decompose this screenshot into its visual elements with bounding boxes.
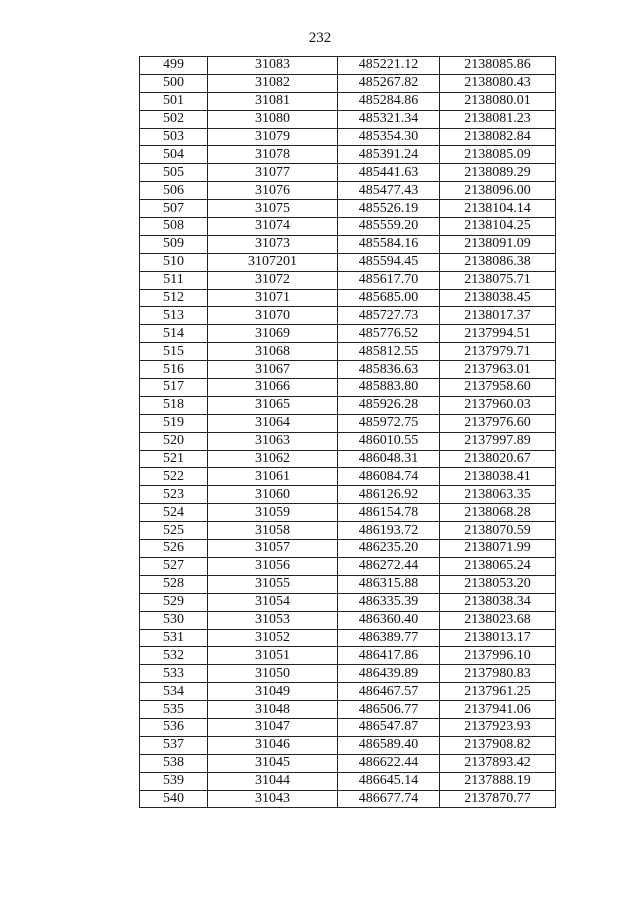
y-coordinate-cell: 2138096.00 [440,182,556,200]
x-coordinate-cell: 486439.89 [338,665,440,683]
row-index-cell: 527 [140,557,208,575]
point-id-cell: 31076 [208,182,338,200]
table-row [140,575,556,593]
table-row [140,683,556,701]
row-index-cell: 536 [140,718,208,736]
row-index-cell: 509 [140,235,208,253]
point-id-cell: 31071 [208,289,338,307]
table-row [140,540,556,558]
table-row [140,665,556,683]
x-coordinate-cell: 485354.30 [338,128,440,146]
table-row [140,289,556,307]
y-coordinate-cell: 2138082.84 [440,128,556,146]
table-row [140,468,556,486]
x-coordinate-cell: 485584.16 [338,235,440,253]
point-id-cell: 31049 [208,683,338,701]
table-row [140,450,556,468]
point-id-cell: 31050 [208,665,338,683]
row-index-cell: 532 [140,647,208,665]
y-coordinate-cell: 2137958.60 [440,379,556,397]
x-coordinate-cell: 485391.24 [338,146,440,164]
table-row [140,128,556,146]
table-row [140,736,556,754]
y-coordinate-cell: 2137963.01 [440,361,556,379]
x-coordinate-cell: 486360.40 [338,611,440,629]
row-index-cell: 540 [140,790,208,808]
x-coordinate-cell: 486677.74 [338,790,440,808]
point-id-cell: 31080 [208,110,338,128]
row-index-cell: 534 [140,683,208,701]
x-coordinate-cell: 485594.45 [338,253,440,271]
y-coordinate-cell: 2137961.25 [440,683,556,701]
y-coordinate-cell: 2137994.51 [440,325,556,343]
y-coordinate-cell: 2138091.09 [440,235,556,253]
y-coordinate-cell: 2138017.37 [440,307,556,325]
table-row [140,253,556,271]
y-coordinate-cell: 2138071.99 [440,540,556,558]
x-coordinate-cell: 485812.55 [338,343,440,361]
point-id-cell: 31053 [208,611,338,629]
table-row [140,200,556,218]
row-index-cell: 501 [140,92,208,110]
x-coordinate-cell: 486467.57 [338,683,440,701]
x-coordinate-cell: 485526.19 [338,200,440,218]
table-row [140,218,556,236]
row-index-cell: 499 [140,57,208,75]
table-row [140,146,556,164]
table-row [140,361,556,379]
y-coordinate-cell: 2138038.41 [440,468,556,486]
y-coordinate-cell: 2138063.35 [440,486,556,504]
table-row [140,593,556,611]
row-index-cell: 538 [140,754,208,772]
x-coordinate-cell: 485617.70 [338,271,440,289]
point-id-cell: 31067 [208,361,338,379]
table-row [140,271,556,289]
y-coordinate-cell: 2138070.59 [440,522,556,540]
x-coordinate-cell: 485836.63 [338,361,440,379]
row-index-cell: 530 [140,611,208,629]
row-index-cell: 523 [140,486,208,504]
y-coordinate-cell: 2138085.09 [440,146,556,164]
y-coordinate-cell: 2137979.71 [440,343,556,361]
x-coordinate-cell: 485284.86 [338,92,440,110]
point-id-cell: 31060 [208,486,338,504]
table-row [140,307,556,325]
point-id-cell: 31045 [208,754,338,772]
row-index-cell: 524 [140,504,208,522]
x-coordinate-cell: 486193.72 [338,522,440,540]
table-row [140,701,556,719]
y-coordinate-cell: 2138089.29 [440,164,556,182]
point-id-cell: 31081 [208,92,338,110]
row-index-cell: 515 [140,343,208,361]
row-index-cell: 533 [140,665,208,683]
x-coordinate-cell: 486389.77 [338,629,440,647]
point-id-cell: 31070 [208,307,338,325]
x-coordinate-cell: 485221.12 [338,57,440,75]
x-coordinate-cell: 485883.80 [338,379,440,397]
table-row [140,504,556,522]
table-row [140,754,556,772]
table-row [140,110,556,128]
x-coordinate-cell: 486048.31 [338,450,440,468]
x-coordinate-cell: 485926.28 [338,396,440,414]
y-coordinate-cell: 2138053.20 [440,575,556,593]
point-id-cell: 31046 [208,736,338,754]
point-id-cell: 31074 [208,218,338,236]
coordinate-table [139,56,556,808]
point-id-cell: 31075 [208,200,338,218]
x-coordinate-cell: 486335.39 [338,593,440,611]
y-coordinate-cell: 2137870.77 [440,790,556,808]
x-coordinate-cell: 486084.74 [338,468,440,486]
row-index-cell: 504 [140,146,208,164]
y-coordinate-cell: 2138080.43 [440,74,556,92]
x-coordinate-cell: 485321.34 [338,110,440,128]
y-coordinate-cell: 2138013.17 [440,629,556,647]
row-index-cell: 539 [140,772,208,790]
table-row [140,182,556,200]
table-row [140,432,556,450]
y-coordinate-cell: 2138081.23 [440,110,556,128]
table-row [140,343,556,361]
point-id-cell: 31083 [208,57,338,75]
table-row [140,396,556,414]
point-id-cell: 31054 [208,593,338,611]
y-coordinate-cell: 2137893.42 [440,754,556,772]
y-coordinate-cell: 2137941.06 [440,701,556,719]
point-id-cell: 31043 [208,790,338,808]
point-id-cell: 31065 [208,396,338,414]
x-coordinate-cell: 485559.20 [338,218,440,236]
point-id-cell: 31073 [208,235,338,253]
x-coordinate-cell: 486272.44 [338,557,440,575]
x-coordinate-cell: 486154.78 [338,504,440,522]
table-row [140,92,556,110]
row-index-cell: 535 [140,701,208,719]
point-id-cell: 31079 [208,128,338,146]
x-coordinate-cell: 486010.55 [338,432,440,450]
y-coordinate-cell: 2138080.01 [440,92,556,110]
point-id-cell: 31055 [208,575,338,593]
y-coordinate-cell: 2138085.86 [440,57,556,75]
table-row [140,57,556,75]
row-index-cell: 531 [140,629,208,647]
table-row [140,164,556,182]
row-index-cell: 521 [140,450,208,468]
x-coordinate-cell: 486315.88 [338,575,440,593]
point-id-cell: 31058 [208,522,338,540]
table-row [140,611,556,629]
row-index-cell: 522 [140,468,208,486]
x-coordinate-cell: 485267.82 [338,74,440,92]
row-index-cell: 503 [140,128,208,146]
x-coordinate-cell: 485727.73 [338,307,440,325]
point-id-cell: 31044 [208,772,338,790]
table-row [140,74,556,92]
x-coordinate-cell: 486417.86 [338,647,440,665]
coordinate-table-body [140,57,556,808]
y-coordinate-cell: 2137908.82 [440,736,556,754]
table-row [140,772,556,790]
x-coordinate-cell: 486589.40 [338,736,440,754]
point-id-cell: 31072 [208,271,338,289]
y-coordinate-cell: 2137960.03 [440,396,556,414]
point-id-cell: 31051 [208,647,338,665]
point-id-cell: 31068 [208,343,338,361]
row-index-cell: 507 [140,200,208,218]
page-number: 232 [308,30,332,46]
y-coordinate-cell: 2137997.89 [440,432,556,450]
row-index-cell: 508 [140,218,208,236]
table-row [140,522,556,540]
x-coordinate-cell: 486235.20 [338,540,440,558]
table-row [140,629,556,647]
table-row [140,486,556,504]
point-id-cell: 31061 [208,468,338,486]
table-row [140,790,556,808]
x-coordinate-cell: 485477.43 [338,182,440,200]
point-id-cell: 31057 [208,540,338,558]
y-coordinate-cell: 2138038.45 [440,289,556,307]
y-coordinate-cell: 2138086.38 [440,253,556,271]
x-coordinate-cell: 486547.87 [338,718,440,736]
y-coordinate-cell: 2138065.24 [440,557,556,575]
row-index-cell: 512 [140,289,208,307]
row-index-cell: 537 [140,736,208,754]
point-id-cell: 31048 [208,701,338,719]
row-index-cell: 528 [140,575,208,593]
row-index-cell: 525 [140,522,208,540]
row-index-cell: 517 [140,379,208,397]
x-coordinate-cell: 485776.52 [338,325,440,343]
y-coordinate-cell: 2137923.93 [440,718,556,736]
x-coordinate-cell: 486622.44 [338,754,440,772]
row-index-cell: 520 [140,432,208,450]
row-index-cell: 514 [140,325,208,343]
table-row [140,718,556,736]
point-id-cell: 31052 [208,629,338,647]
point-id-cell: 31066 [208,379,338,397]
row-index-cell: 529 [140,593,208,611]
y-coordinate-cell: 2137976.60 [440,414,556,432]
y-coordinate-cell: 2138075.71 [440,271,556,289]
table-row [140,379,556,397]
y-coordinate-cell: 2138038.34 [440,593,556,611]
table-row [140,325,556,343]
y-coordinate-cell: 2138104.14 [440,200,556,218]
x-coordinate-cell: 486645.14 [338,772,440,790]
y-coordinate-cell: 2137996.10 [440,647,556,665]
table-row [140,557,556,575]
row-index-cell: 505 [140,164,208,182]
x-coordinate-cell: 486506.77 [338,701,440,719]
row-index-cell: 513 [140,307,208,325]
point-id-cell: 31078 [208,146,338,164]
point-id-cell: 31063 [208,432,338,450]
point-id-cell: 31069 [208,325,338,343]
y-coordinate-cell: 2138020.67 [440,450,556,468]
y-coordinate-cell: 2138068.28 [440,504,556,522]
point-id-cell: 31047 [208,718,338,736]
y-coordinate-cell: 2138023.68 [440,611,556,629]
row-index-cell: 516 [140,361,208,379]
y-coordinate-cell: 2137980.83 [440,665,556,683]
y-coordinate-cell: 2138104.25 [440,218,556,236]
x-coordinate-cell: 485972.75 [338,414,440,432]
y-coordinate-cell: 2137888.19 [440,772,556,790]
row-index-cell: 510 [140,253,208,271]
point-id-cell: 31082 [208,74,338,92]
x-coordinate-cell: 485685.00 [338,289,440,307]
table-row [140,235,556,253]
table-row [140,414,556,432]
x-coordinate-cell: 485441.63 [338,164,440,182]
point-id-cell: 3107201 [208,253,338,271]
x-coordinate-cell: 486126.92 [338,486,440,504]
point-id-cell: 31062 [208,450,338,468]
table-row [140,647,556,665]
point-id-cell: 31056 [208,557,338,575]
row-index-cell: 511 [140,271,208,289]
point-id-cell: 31077 [208,164,338,182]
point-id-cell: 31059 [208,504,338,522]
point-id-cell: 31064 [208,414,338,432]
row-index-cell: 500 [140,74,208,92]
row-index-cell: 502 [140,110,208,128]
row-index-cell: 506 [140,182,208,200]
row-index-cell: 518 [140,396,208,414]
row-index-cell: 526 [140,540,208,558]
row-index-cell: 519 [140,414,208,432]
